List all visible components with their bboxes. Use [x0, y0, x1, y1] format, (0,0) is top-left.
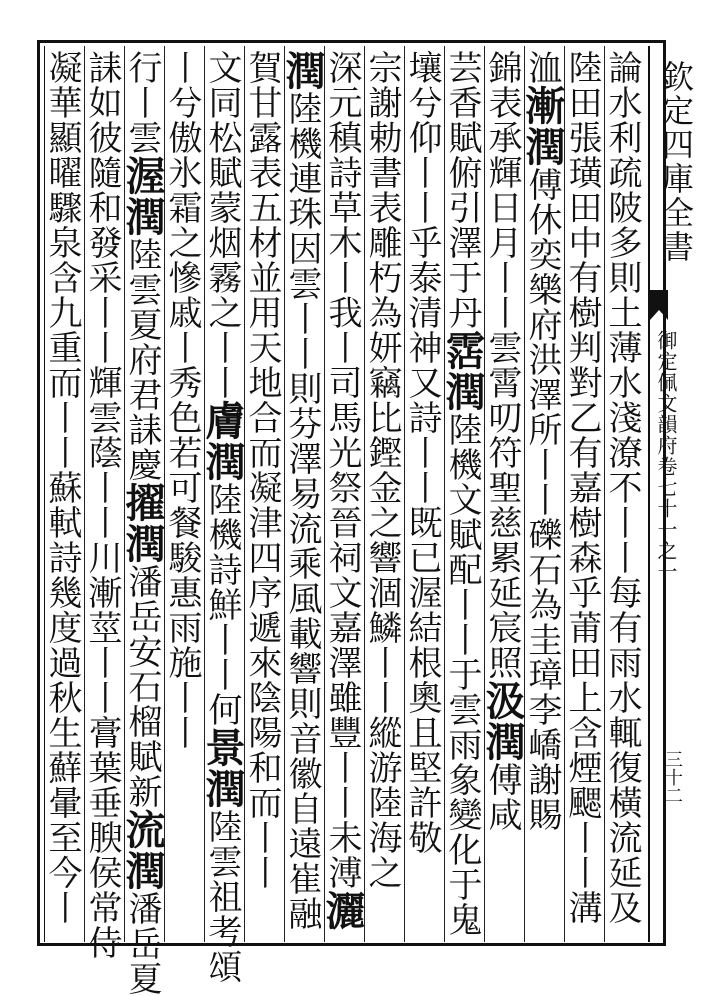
column-text: 洫	[522, 50, 562, 85]
headword: 流潤	[119, 809, 166, 891]
column-text: 陸雲夏府君誄慶	[122, 237, 162, 482]
headword: 擢潤	[119, 482, 166, 564]
column-text: 壤兮仰丨丨乎泰清神又詩丨丨既已渥結根奧且堅許敬	[402, 50, 442, 855]
column-text: 誄如彼隨和發采丨丨輝雲蔭丨丨川漸莖丨丨膏葉垂腴侯常侍	[82, 50, 122, 960]
headword: 漸潤	[519, 85, 566, 167]
headword: 膚潤	[199, 400, 246, 482]
book-title: 欽定四庫全書	[657, 60, 695, 264]
headword: 潤	[279, 50, 326, 91]
headword: 汲潤	[479, 680, 526, 762]
column-text: 陸雲祖考頌	[202, 809, 242, 984]
headword: 渥潤	[119, 155, 166, 237]
column-text: 傅休奕樂府洪澤所丨丨礫石為圭璋李嶠謝賜	[522, 167, 562, 832]
column-text: 芸香賦俯引澤于丹	[442, 50, 482, 330]
column-text: 行丨雲	[122, 50, 162, 155]
headword: 霑潤	[439, 330, 486, 412]
column-text: 潘岳安石榴賦新	[122, 564, 162, 809]
headword: 景潤	[199, 727, 246, 809]
column-text: 丨兮傲氷霜之慘戚丨秀色若可餐駿惠雨施丨丨	[162, 50, 202, 750]
column-text: 賀甘露表五材並用天地合而凝津四序遞來陰陽和而丨丨	[242, 50, 282, 890]
column-text: 深元稹詩草木丨我丨司馬光祭晉祠文嘉澤雖豐丨丨未溥	[322, 50, 362, 890]
column-text: 傅咸	[482, 762, 522, 832]
column-text: 陸機連珠因雲丨丨則芬澤易流乘風載響則音徽自遠崔融	[282, 91, 322, 931]
text-column	[38, 50, 86, 940]
column-text: 潘岳夏	[122, 891, 162, 996]
column-text: 錦表承輝日月丨丨雲霄叨符聖慈累延宸照	[482, 50, 522, 680]
column-text: 論水利疏陂多則土薄水淺潦不丨丨每有雨水輒復橫流延及	[602, 50, 642, 925]
column-text: 凝華顯曜驟泉含九重而丨丨蘇軾詩幾度過秋生蘚暈至今丨	[42, 50, 82, 925]
page-number: 三十二	[662, 750, 683, 804]
fishtail-mark-icon	[650, 290, 668, 320]
volume-label: 御定佩文韻府卷七十一之一	[654, 330, 678, 582]
column-text: 陸機詩鮮丨丨何	[202, 482, 242, 727]
column-text: 陸機文賦配丨丨于雲雨象變化于鬼	[442, 412, 482, 937]
column-text: 文同松賦蒙烟霧之丨丨	[202, 50, 242, 400]
column-text: 陸田張璜田中有樹判對乙有嘉樹森乎莆田上含煙颸丨丨溝	[562, 50, 602, 925]
headword: 灑	[319, 890, 366, 931]
column-text: 宗謝勅書表雕朽為妍竊比鏗金之響涸鱗丨丨縱游陸海之	[362, 50, 402, 890]
